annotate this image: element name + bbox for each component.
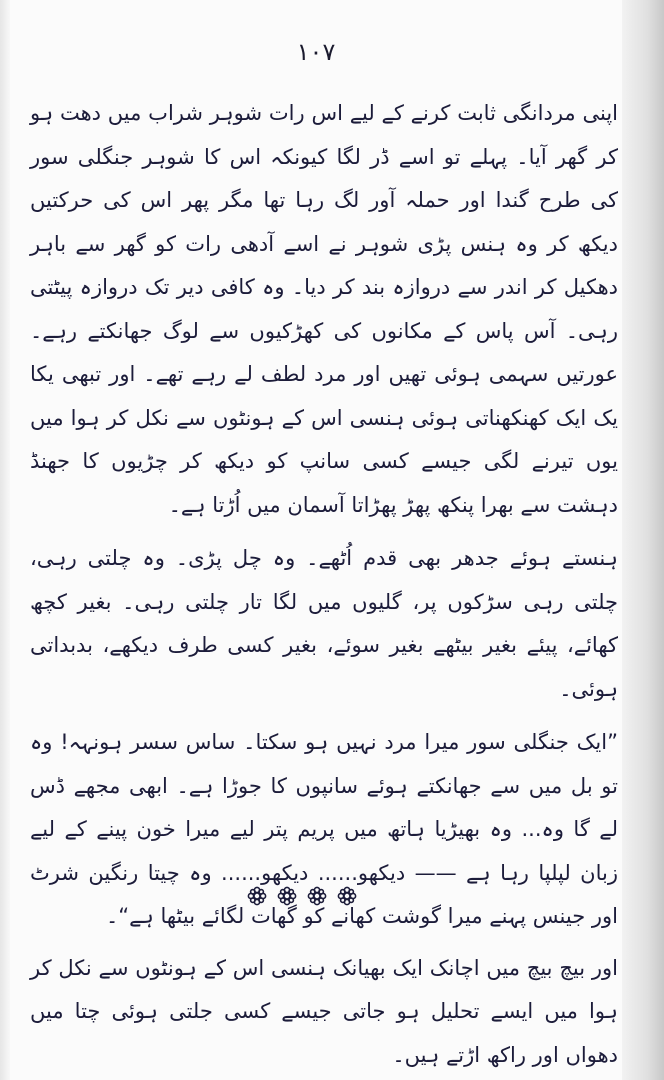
page-left-edge bbox=[0, 0, 10, 1080]
flower-ornament-icon bbox=[247, 886, 267, 906]
flower-ornament-icon bbox=[307, 886, 327, 906]
section-ornament bbox=[0, 886, 604, 906]
body-text bbox=[30, 92, 618, 1080]
paragraph-1: اپنی مردانگی ثابت کرنے کے لیے اس رات شوہر شراب میں دھت ہو کر گھر آیا۔ پہلے تو اسے ڈر لگا کیونکہ اس کا شوہر جنگلی سور کی طرح گندا اور حملہ آور لگ رہا تھا مگر پھر اس کی حرکتیں دیکھ کر وہ ہنس پڑی شوہر نے اسے آدھی رات کو گھر سے باہر دھکیل کر اندر سے دروازہ بند کر دیا۔ وہ کافی دیر تک دروازہ پیٹتی رہی۔ آس پاس کے مکانوں کی کھڑکیوں سے لوگ جھانکتے رہے۔ عورتیں سہمی ہوئی تھیں اور مرد لطف لے رہے تھے۔ اور تبھی یکا یک ایک کھنکھناتی ہوئی ہنسی اس کے ہونٹوں سے نکل کر ہوا میں یوں تیرنے لگی جیسے کسی سانپ کو دیکھ کر چڑیوں کا جھنڈ دہشت سے بھرا پنکھ پھڑ پھڑاتا آسمان میں اُڑتا ہے۔ bbox=[30, 101, 618, 517]
paragraph-4: اور بیچ بیچ میں اچانک ایک بھیانک ہنسی اس کے ہونٹوں سے نکل کر ہوا میں ایسے تحلیل ہو جاتی جیسے کسی جلتی ہوئی چتا میں دھواں اور راکھ اڑتے ہیں۔ bbox=[30, 955, 618, 1067]
page-number: ۱۰۷ bbox=[296, 38, 336, 66]
paragraph-2: ہنستے ہوئے جدھر بھی قدم اُٹھے۔ وہ چل پڑی۔ وہ چلتی رہی، چلتی رہی سڑکوں پر، گلیوں میں لگا تار چلتی رہی۔ بغیر کچھ کھائے، پیئے بغیر بیٹھے بغیر سوئے، بغیر کسی طرف دیکھے، بدبداتی ہوئی۔ bbox=[30, 546, 618, 701]
flower-ornament-icon bbox=[337, 886, 357, 906]
flower-ornament-icon bbox=[277, 886, 297, 906]
paragraph-3: ”ایک جنگلی سور میرا مرد نہیں ہو سکتا۔ ساس سسر ہونہہ! وہ تو بل میں سے جھانکتے ہوئے سانپوں کا جوڑا ہے۔ ابھی مجھے ڈس لے گا وہ... وہ بھیڑیا ہاتھ میں پریم پتر لیے میرا خون پینے کے لیے زبان لپلپا رہا ہے —— دیکھو...... دیکھو...... وہ چیتا رنگین شرٹ اور جینس پہنے میرا گوشت کھانے کو گھات لگائے بیٹھا ہے“۔ bbox=[30, 730, 618, 928]
page-right-edge bbox=[622, 0, 664, 1080]
